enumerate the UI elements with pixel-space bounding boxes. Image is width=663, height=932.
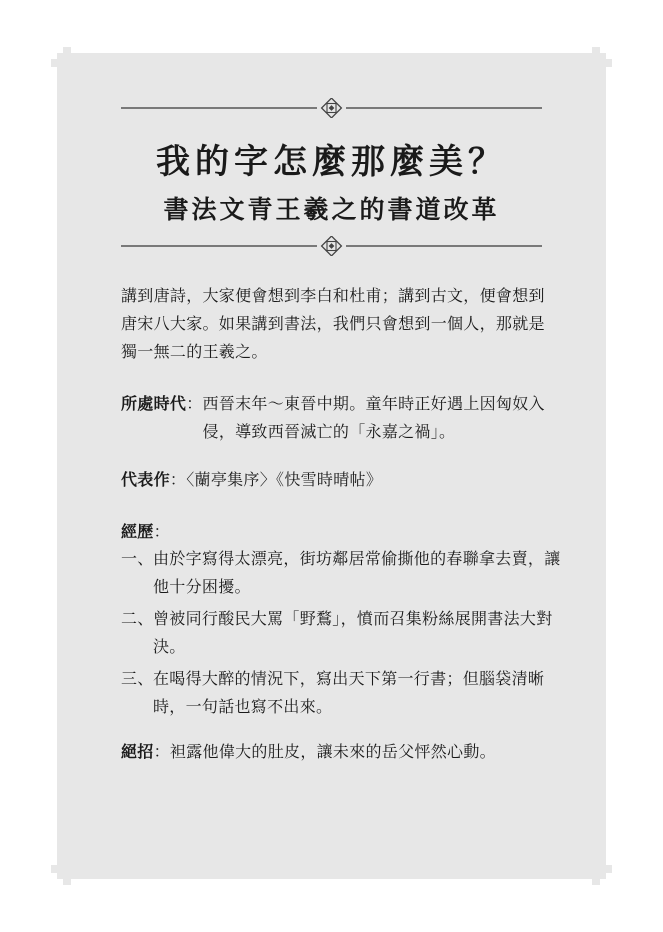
diamond-knot-icon: [322, 236, 342, 256]
experience-item-number: 一、: [121, 549, 154, 568]
experience-item-number: 二、: [121, 609, 154, 628]
experience-item-text: 在喝得大醉的情況下，寫出天下第一行書；但腦袋清晰時，一句話也寫不出來。: [153, 669, 545, 716]
ornament-divider-top: [121, 98, 542, 118]
works-label: 代表作: [121, 470, 170, 489]
intro-paragraph: 講到唐詩，大家便會想到李白和杜甫；講到古文，便會想到唐宋八大家。如果講到書法，我們只會想到一個人，那就是獨一無二的王羲之。: [121, 286, 545, 361]
experience-item: [121, 605, 561, 661]
experience-item-number: 三、: [121, 669, 154, 688]
signature-move-section: [121, 738, 561, 766]
panel-corner: [63, 877, 71, 885]
experience-item-text: 曾被同行酸民大罵「野鶩」，憤而召集粉絲展開書法大對決。: [153, 609, 553, 656]
signature-move-label: 絕招: [121, 742, 154, 761]
page-subtitle: 書法文青王羲之的書道改革: [163, 195, 500, 224]
works-section: [121, 466, 561, 494]
signature-move-colon: ：: [153, 742, 170, 761]
experience-list: [121, 545, 561, 725]
ornament-divider-bottom: [121, 236, 542, 256]
era-text: 西晉末年～東晉中期。童年時正好遇上因匈奴入侵，導致西晉滅亡的「永嘉之禍」。: [202, 394, 545, 441]
signature-move-text: 袒露他偉大的肚皮，讓未來的岳父怦然心動。: [169, 742, 496, 761]
panel-corner: [592, 877, 600, 885]
era-section: [121, 390, 561, 446]
panel-corner: [592, 47, 600, 55]
era-label: 所處時代: [121, 394, 187, 413]
diamond-knot-icon: [322, 98, 342, 118]
panel-corner: [604, 59, 612, 67]
panel-corner: [604, 865, 612, 873]
era-label-group: [121, 390, 203, 446]
panel-corner: [51, 865, 59, 873]
experience-item: [121, 545, 561, 601]
works-text: 〈蘭亭集序〉《快雪時晴帖》: [186, 470, 383, 489]
experience-item-text: 由於字寫得太漂亮，街坊鄰居常偷撕他的春聯拿去賣，讓他十分困擾。: [153, 549, 561, 596]
experience-item: [121, 665, 561, 721]
panel-corner: [63, 47, 71, 55]
era-colon: ：: [186, 394, 203, 413]
panel-corner: [51, 59, 59, 67]
experience-heading: [121, 518, 170, 546]
works-colon: ：: [169, 470, 187, 489]
experience-colon: ：: [153, 522, 170, 541]
experience-label: 經歷: [121, 522, 154, 541]
page-title: 我的字怎麼那麼美？: [156, 142, 507, 182]
